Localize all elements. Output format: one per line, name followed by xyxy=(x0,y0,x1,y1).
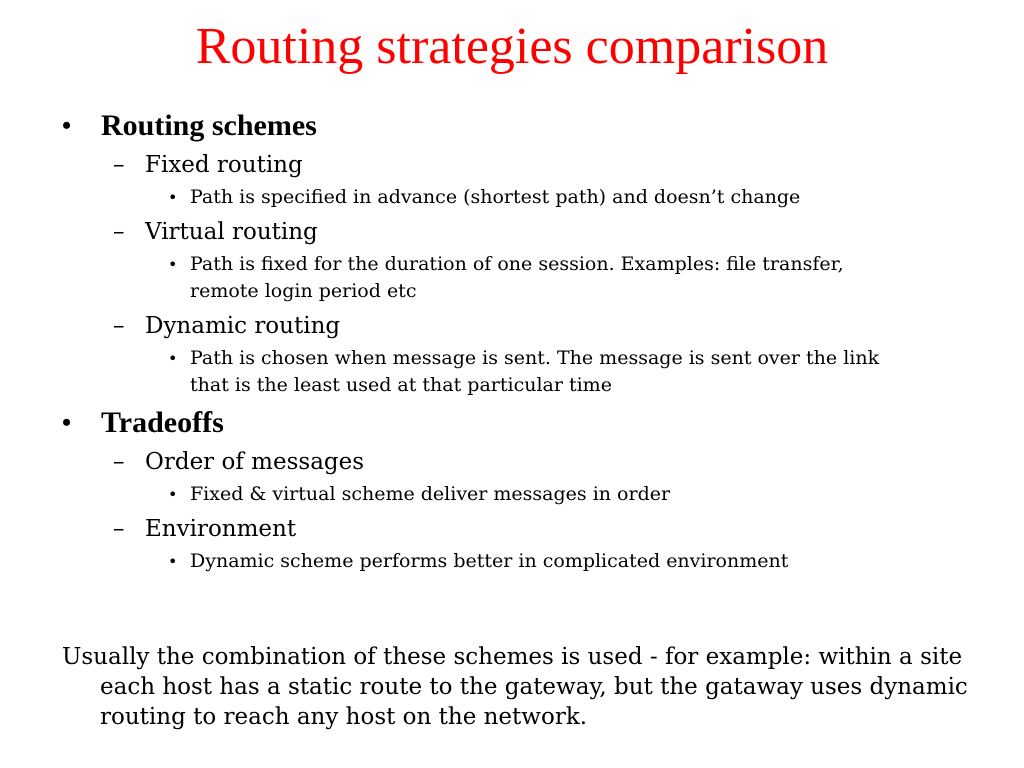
list-item-detail xyxy=(62,481,910,508)
list-item-dynamic-routing xyxy=(62,309,982,343)
list-item-detail xyxy=(62,251,910,305)
list-item-detail xyxy=(62,548,910,575)
dash-marker: – xyxy=(113,449,125,475)
summary-paragraph: Usually the combination of these schemes is used - for example: within a site each host has a static route to the gateway, but the gataway uses dynamic routing to reach any host on the network. xyxy=(62,644,968,730)
bullet-marker: • xyxy=(168,552,178,571)
dash-marker: – xyxy=(113,516,125,542)
list-item-virtual-routing xyxy=(62,215,982,249)
list-item-label: Order of messages xyxy=(145,449,365,475)
list-item-detail xyxy=(62,345,910,399)
slide-title: Routing strategies comparison xyxy=(195,18,829,75)
section-heading-tradeoffs xyxy=(62,403,982,443)
list-item-label: Environment xyxy=(145,516,297,542)
list-item-fixed-routing xyxy=(62,148,982,182)
bullet-marker: • xyxy=(168,349,178,368)
list-item-detail-text: Path is chosen when message is sent. The message is sent over the link that is the least used at that particular time xyxy=(190,347,880,396)
section-heading-routing-schemes xyxy=(62,106,982,146)
section-heading-label: Tradeoffs xyxy=(101,406,224,439)
list-item-label: Fixed routing xyxy=(145,152,303,178)
dash-marker: – xyxy=(113,152,125,178)
list-item-detail-text: Path is fixed for the duration of one session. Examples: file transfer, remote login period etc xyxy=(190,253,844,302)
bullet-marker: • xyxy=(168,188,178,207)
dash-marker: – xyxy=(113,313,125,339)
bullet-marker: • xyxy=(62,408,72,437)
list-item-label: Virtual routing xyxy=(145,219,318,245)
bullet-marker: • xyxy=(168,485,178,504)
bullet-list xyxy=(62,106,982,579)
bullet-marker: • xyxy=(62,111,72,140)
list-item-order-of-messages xyxy=(62,445,982,479)
dash-marker: – xyxy=(113,219,125,245)
section-heading-label: Routing schemes xyxy=(101,109,317,142)
list-item-detail xyxy=(62,184,910,211)
bullet-marker: • xyxy=(168,255,178,274)
list-item-label: Dynamic routing xyxy=(145,313,341,339)
list-item-environment xyxy=(62,512,982,546)
list-item-detail-text: Path is specified in advance (shortest path) and doesn’t change xyxy=(190,186,801,208)
list-item-detail-text: Dynamic scheme performs better in complicated environment xyxy=(190,550,789,572)
list-item-detail-text: Fixed & virtual scheme deliver messages in order xyxy=(190,483,671,505)
